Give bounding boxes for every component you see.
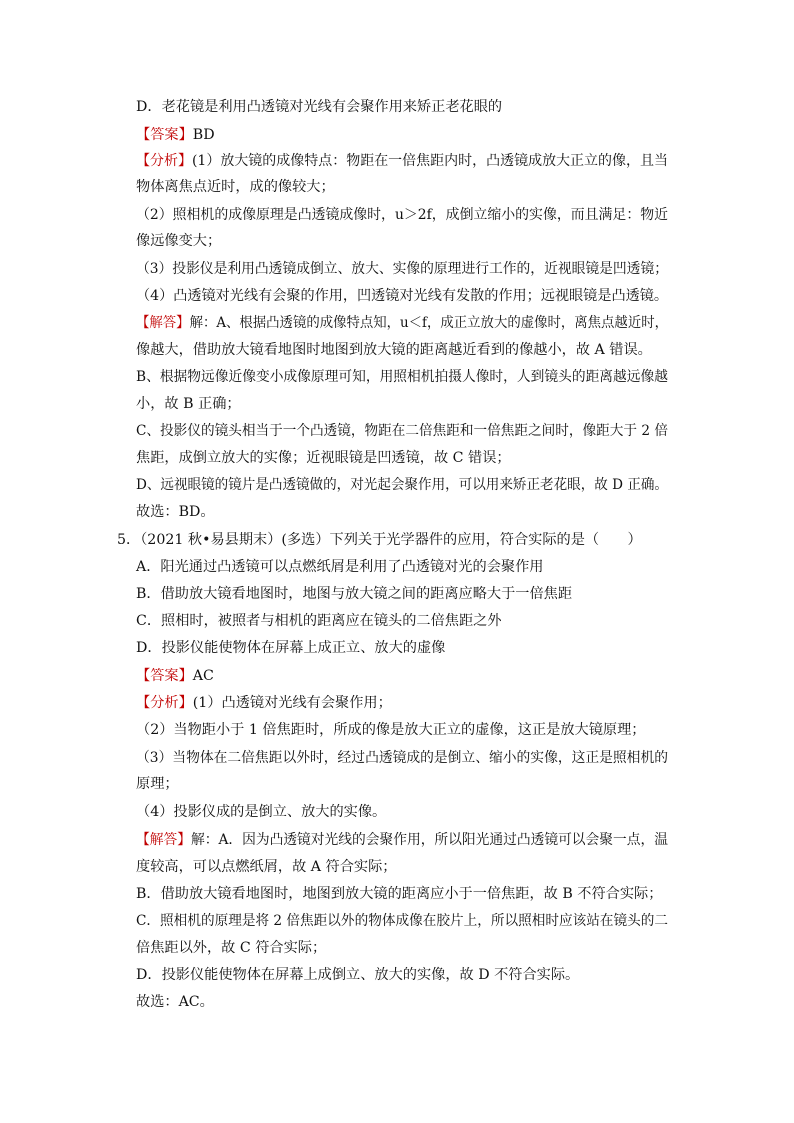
- solution-line-a2: 像越大，借助放大镜看地图时地图到放大镜的距离越近看到的像越小，故 A 错误。: [136, 342, 652, 358]
- q5-option-b: B．借助放大镜看地图时，地图与放大镜之间的距离应略大于一倍焦距: [136, 586, 573, 602]
- q5-analysis-line-4: （4）投影仪成的是倒立、放大的实像。: [136, 804, 387, 820]
- q5-analysis-tag: 【分析】: [136, 695, 193, 711]
- q5-analysis-line-2: （2）当物距小于 1 倍焦距时，所成的像是放大正立的虚像，这正是放大镜原理；: [136, 722, 646, 738]
- solution-tag: 【解答】: [136, 315, 190, 331]
- conclusion-line: 故选：BD。: [136, 504, 215, 520]
- analysis-line-2b: 像远像变大；: [136, 233, 222, 249]
- q5-answer-tag: 【答案】: [136, 668, 193, 684]
- solution-line-b1: B、根据物远像近像变小成像原理可知，用照相机拍摄人像时，人到镜头的距离越远像越: [136, 369, 668, 385]
- q5-solution-line-a2: 度较高，可以点燃纸屑，故 A 符合实际；: [136, 859, 397, 875]
- q5-solution-line-a1: [136, 830, 668, 850]
- q5-option-d: D．投影仪能使物体在屏幕上成正立、放大的虚像: [136, 640, 446, 656]
- q5-solution-line-b: B．借助放大镜看地图时，地图到放大镜的距离应小于一倍焦距，故 B 不符合实际；: [136, 886, 663, 902]
- analysis-text: (1）放大镜的成像特点：物距在一倍焦距内时，凸透镜成放大正立的像，且当: [191, 153, 668, 169]
- q5-analysis-text: (1）凸透镜对光线有会聚作用；: [192, 695, 392, 711]
- analysis-line-4: （4）凸透镜对光线有会聚的作用，凹透镜对光线有发散的作用；远视眼镜是凸透镜。: [136, 288, 668, 304]
- option-d: D．老花镜是利用凸透镜对光线有会聚作用来矫正老花眼的: [136, 99, 503, 115]
- q5-solution-line-c2: 倍焦距以外，故 C 符合实际；: [136, 940, 327, 956]
- analysis-line-1b: 物体离焦点近时，成的像较大；: [136, 179, 335, 195]
- answer-value: BD: [192, 127, 215, 143]
- solution-line-d: D、远视眼镜的镜片是凸透镜做的，对光起会聚作用，可以用来矫正老花眼，故 D 正确。: [136, 477, 669, 493]
- q5-option-a: A．阳光通过凸透镜可以点燃纸屑是利用了凸透镜对光的会聚作用: [136, 559, 544, 575]
- q5-solution-line-d: D．投影仪能使物体在屏幕上成倒立、放大的实像，故 D 不符合实际。: [136, 967, 580, 983]
- q5-answer-value: AC: [192, 668, 214, 684]
- answer-line: [136, 125, 215, 145]
- solution-line-b2: 小，故 B 正确；: [136, 396, 241, 412]
- q5-option-c: C．照相时，被照者与相机的距离应在镜头的二倍焦距之外: [136, 613, 502, 629]
- q5-analysis-line-1: [136, 693, 392, 713]
- solution-line-a1: [136, 313, 668, 333]
- analysis-line-3: （3）投影仪是利用凸透镜成倒立、放大、实像的原理进行工作的，近视眼镜是凹透镜；: [136, 261, 668, 277]
- question-5-stem: 5．（2021 秋•易县期末）(多选）下列关于光学器件的应用，符合实际的是（ ）: [117, 532, 642, 548]
- q5-conclusion-line: 故选：AC。: [136, 994, 214, 1010]
- q5-solution-tag: 【解答】: [136, 832, 191, 848]
- solution-line-c1: C、投影仪的镜头相当于一个凸透镜，物距在二倍焦距和一倍焦距之间时，像距大于 2 倍: [136, 423, 669, 439]
- solution-text: 解：A、根据凸透镜的成像特点知，u＜f，成正立放大的虚像时，离焦点越近时，: [189, 315, 668, 331]
- q5-analysis-line-3b: 原理；: [136, 776, 179, 792]
- q5-solution-text: 解：A．因为凸透镜对光线的会聚作用，所以阳光通过凸透镜可以会聚一点，温: [190, 832, 668, 848]
- analysis-line-2a: （2）照相机的成像原理是凸透镜成像时，u＞2f，成倒立缩小的实像，而且满足：物近: [136, 207, 669, 223]
- q5-analysis-line-3a: （3）当物体在二倍焦距以外时，经过凸透镜成的是倒立、缩小的实像，这正是照相机的: [136, 750, 668, 766]
- answer-tag: 【答案】: [136, 127, 193, 143]
- analysis-tag: 【分析】: [136, 153, 192, 169]
- solution-line-c2: 焦距，成倒立放大的实像；近视眼镜是凹透镜，故 C 错误；: [136, 450, 511, 466]
- analysis-line-1a: [136, 151, 668, 171]
- q5-answer-line: [136, 666, 214, 686]
- q5-solution-line-c1: C．照相机的原理是将 2 倍焦距以外的物体成像在胶片上，所以照相时应该站在镜头的二: [136, 913, 669, 929]
